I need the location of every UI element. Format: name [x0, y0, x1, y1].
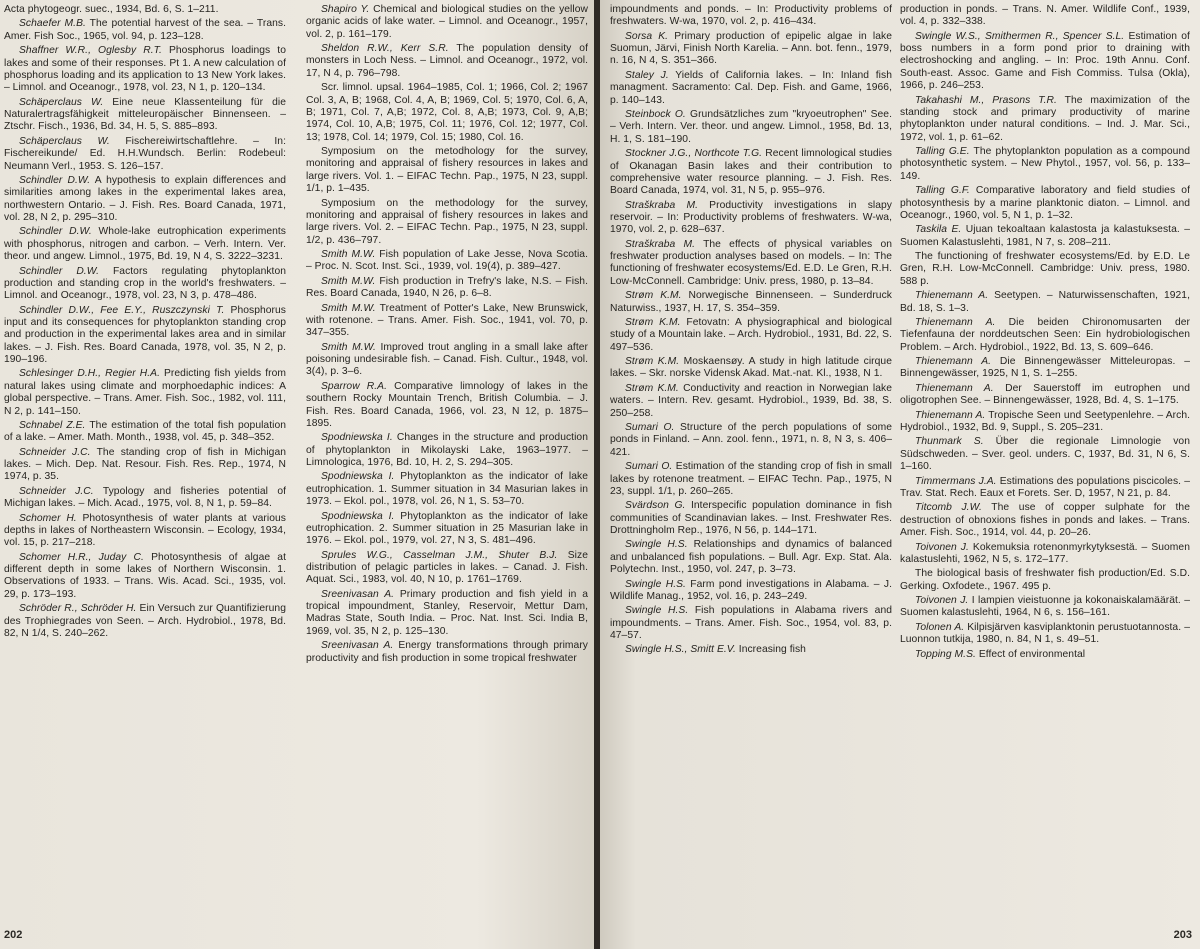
reference-text: Productivity investigations in slapy reservoir. – In: Productivity problems of freshwaters. W-wa, 1970, vol. 2, p. 628–637.	[610, 199, 892, 236]
reference-author: Strøm K.M.	[625, 290, 682, 302]
reference-text: Eine neue Klassenteilung für die Naturalertragsfähigkeit mitteleuropäischer Binnenseen. – Ztschr. Fisch., 1936, Bd. 34, H. 5, S. 885–893.	[4, 96, 286, 133]
reference-author: Schnabel Z.E.	[19, 419, 86, 431]
reference-entry	[610, 200, 892, 237]
reference-entry	[306, 640, 588, 665]
reference-text: Size distribution of pelagic particles in lakes. – Canad. J. Fish. Aquat. Sci., 1983, vol. 40, N 10, p. 1761–1769.	[306, 549, 588, 586]
reference-text: Acta phytogeogr. suec., 1934, Bd. 6, S. 1–211.	[4, 4, 219, 15]
page-number-right: 203	[1173, 929, 1192, 941]
reference-text: Estimation of the standing crop of fish in small lakes by rotenone treatment. – EIFAC Techn. Pap., 1975, N 23, suppl. 1/1, p. 260–265.	[610, 461, 892, 497]
reference-text: The biological basis of freshwater fish production/Ed. S.D. Gerking. Oxfodete., 1967. 495 p.	[900, 568, 1190, 592]
reference-entry	[610, 605, 892, 642]
reference-author: Thunmark S.	[915, 436, 984, 448]
reference-author: Schneider J.C.	[19, 485, 94, 497]
reference-entry	[306, 381, 588, 430]
reference-text: Interspecific population dominance in fish communities of Scandinavian lakes. – Inst. Freshwater Res. Drottningholm Rep., 1976, N 56, p. 144–171.	[610, 500, 892, 536]
reference-text: Predicting fish yields from natural lakes using climate and morphoedaphic indices: A global perspective. – Trans. Amer. Fish. Soc., 1982, vol. 111, N 2, p. 141–150.	[4, 368, 286, 417]
reference-entry	[306, 471, 588, 508]
reference-author: Spodniewska I.	[321, 471, 395, 483]
reference-text: The effects of physical variables on freshwater production analyses based on models. – In: The functioning of freshwater ecosystems/Ed. E.D. Le Gren, R.H. Low-McConnell. Cambridge: Univ. press, 1980, p. 13–84.	[610, 238, 892, 287]
reference-author: Smith M.W.	[321, 302, 376, 314]
reference-text: The estimation of the total fish population of a lake. – Amer. Math. Month., 1938, vol. 45, p. 348–352.	[4, 419, 286, 444]
reference-author: Shapiro Y.	[321, 4, 370, 15]
reference-author: Thienemann A.	[915, 409, 986, 421]
reference-text: Grundsätzliches zum "kryoeutrophen" See. – Verh. Intern. Ver. theor. und angew. Limnol., 1958, Bd. 13, H. 1, S. 181–190.	[610, 109, 892, 145]
reference-entry	[306, 4, 588, 41]
reference-entry	[900, 4, 1190, 29]
reference-entry	[610, 109, 892, 146]
reference-author: Strøm K.M.	[625, 356, 680, 368]
reference-entry	[610, 31, 892, 68]
reference-entry	[4, 18, 286, 43]
reference-entry	[610, 383, 892, 420]
reference-text: A hypothesis to explain differences and similarities among lakes in the experimental lakes area, northwestern Ontario. – J. Fish. Res. Board Canada, 1971, vol. 28, N 2, p. 295–310.	[4, 174, 286, 223]
reference-author: Taskila E.	[915, 224, 962, 236]
reference-text: Recent limnological studies of Okanagan Basin lakes and their contribution to comprehensive water resource planning. – J. Fish. Res. Board Canada, 1974, vol. 31, N 5, p. 955–976.	[610, 148, 892, 197]
reference-author: Schaefer M.B.	[19, 18, 86, 30]
reference-entry	[900, 31, 1190, 93]
reference-text: The population density of monsters in Loch Ness. – Limnol. and Oceanogr., 1972, vol. 17, N 4, p. 796–798.	[306, 43, 588, 79]
reference-author: Staley J.	[625, 69, 669, 81]
reference-entry	[4, 420, 286, 445]
reference-entry	[900, 649, 1190, 661]
reference-author: Schindler D.W.	[19, 174, 91, 186]
reference-entry	[610, 356, 892, 381]
reference-entry	[4, 266, 286, 303]
reference-author: Sparrow R.A.	[321, 380, 388, 392]
reference-text: The use of copper sulphate for the destruction of obnoxions fishes in ponds and lakes. – Trans. Amer. Fish. Soc., 1914, vol. 44, p. 20–26.	[900, 502, 1190, 539]
reference-author: Schindler D.W., Fee E.Y., Ruszczynski T.	[19, 304, 225, 316]
reference-entry	[4, 136, 286, 173]
reference-entry	[900, 290, 1190, 315]
reference-author: Spodniewska I.	[321, 510, 395, 522]
reference-entry	[900, 95, 1190, 144]
reference-author: Schomer H.R., Juday C.	[19, 551, 144, 563]
reference-author: Titcomb J.W.	[915, 502, 982, 514]
reference-author: Swingle W.S., Smithermen R., Spencer S.L.	[915, 30, 1125, 42]
reference-author: Toivonen J.	[915, 595, 969, 607]
reference-entry	[610, 461, 892, 498]
reference-entry	[610, 4, 892, 29]
reference-author: Takahashi M., Prasons T.R.	[915, 94, 1057, 106]
reference-entry	[4, 175, 286, 224]
reference-author: Schneider J.C.	[19, 446, 91, 458]
reference-text: Fish population of Lake Jesse, Nova Scotia. – Proc. N. Scot. Inst. Sci., 1939, vol. 19(4), p. 389–427.	[306, 249, 588, 273]
right-page-column-1	[610, 4, 892, 904]
reference-text: Fetovatn: A physiographical and biological study of a Mountain lake. – Arch. Hydrobiol., 1931, Bd. 22, S. 497–536.	[610, 317, 892, 353]
reference-entry	[610, 500, 892, 537]
reference-entry	[4, 45, 286, 94]
reference-entry	[900, 146, 1190, 183]
reference-author: Toivonen J.	[915, 541, 969, 553]
reference-text: Chemical and biological studies on the yellow organic acids of lake water. – Limnol. and Oceanogr., 1957, vol. 2, p. 161–179.	[306, 4, 588, 40]
reference-author: Thienemann A.	[915, 290, 989, 302]
reference-author: Schlesinger D.H., Regier H.A.	[19, 368, 160, 380]
reference-author: Sumari O.	[625, 461, 673, 473]
reference-author: Schomer H.	[19, 512, 77, 524]
reference-entry	[306, 342, 588, 379]
reference-author: Sreenivasan A.	[321, 640, 394, 652]
reference-entry	[4, 4, 286, 16]
reference-author: Smith M.W.	[321, 341, 376, 353]
reference-text: Fischereiwirtschaftlehre. – In: Fischereikunde/ Ed. H.H.Wundsch. Berlin: Rodebeul: Neumann Verl., 1953. S. 126–157.	[4, 135, 286, 172]
reference-author: Sheldon R.W., Kerr S.R.	[321, 43, 449, 55]
reference-text: Treatment of Potter's Lake, New Brunswick, with rotenone. – Trans. Amer. Fish. Soc., 1941, vol. 70, p. 347–355.	[306, 302, 588, 339]
reference-entry	[900, 502, 1190, 539]
reference-author: Schindler D.W.	[19, 265, 100, 277]
reference-entry	[900, 436, 1190, 473]
reference-author: Svärdson G.	[625, 500, 686, 512]
reference-author: Strøm K.M.	[625, 382, 679, 394]
reference-entry	[4, 97, 286, 134]
reference-text: Yields of California lakes. – In: Inland fish managment. Sacramento: Cal. Dep. Fish. and Game, 1966, p. 140–143.	[610, 69, 892, 106]
reference-entry	[306, 589, 588, 638]
reference-text: production in ponds. – Trans. N. Amer. Wildlife Conf., 1939, vol. 4, p. 332–338.	[900, 4, 1190, 28]
reference-entry	[4, 226, 286, 263]
reference-entry	[900, 568, 1190, 593]
reference-text: Die beiden Chironomusarten der Tiefenfauna der norddeutschen Seen: Ein hydrobiologischen Problem. – Arch. Hydrobiol., 1922, Bd. 13, S. 609–646.	[900, 317, 1190, 353]
reference-author: Thienemann A.	[915, 317, 996, 328]
reference-entry	[900, 595, 1190, 620]
reference-text: Typology and fisheries potential of Michigan lakes. – Mich. Acad., 1975, vol. 8, N 1, p. 59–84.	[4, 485, 286, 510]
reference-text: Primary production of epipelic algae in lake Suomun, Järvi, Finish North Karelia. – Ann. bot. fenn., 1979, n. 16, N 4, S. 351–366.	[610, 30, 892, 67]
reference-author: Swingle H.S.	[625, 605, 689, 617]
reference-entry	[306, 249, 588, 274]
reference-text: Whole-lake eutrophication experiments with phosphorus, nitrogen and carbon. – Verh. Intern. Ver. theor. und angew. Limnol., 1975, Bd. 19, N 4, S. 3222–3231.	[4, 226, 286, 263]
reference-text: The phytoplankton population as a compound photosynthetic system. – New Phytol., 1957, vol. 56, p. 133–149.	[900, 146, 1190, 182]
reference-author: Straškraba M.	[625, 199, 698, 211]
reference-text: The potential harvest of the sea. – Trans. Amer. Fish Soc., 1965, vol. 94, p. 123–128.	[4, 18, 286, 42]
reference-text: Seetypen. – Naturwissenschaften, 1921, Bd. 18, S. 1–3.	[900, 290, 1190, 314]
reference-author: Shaffner W.R., Oglesby R.T.	[19, 45, 162, 57]
reference-author: Topping M.S.	[915, 648, 976, 660]
reference-author: Thienemann A.	[915, 382, 994, 394]
reference-author: Schindler D.W.	[19, 226, 92, 238]
reference-text: Die Binnengewässer Mitteleuropas. – Binnengewässer, 1925, N 1, S. 1–255.	[900, 356, 1190, 380]
reference-entry	[4, 552, 286, 601]
reference-text: Kokemuksia rotenonmyrkytyksestä. – Suomen kalastuslehti, 1962, N 5, s. 172–177.	[900, 541, 1190, 565]
reference-entry	[610, 317, 892, 354]
reference-text: The standing crop of fish in Michigan lakes. – Mich. Dep. Nat. Resour. Fish. Res. Rep., 1974, N 1974, p. 35.	[4, 446, 286, 483]
reference-text: Estimation of boss numbers in a form pond prior to draining with electroshocking and angling. – In: Proc. 19th Annu. Conf. South-east. Assoc. Game and Fish Commiss. Tulsa (Okla), 1966, p. 246–253.	[900, 30, 1190, 92]
reference-text: Tropische Seen und Seetypenlehre. – Arch. Hydrobiol., 1932, Bd. 9, Suppl., S. 205–231.	[900, 409, 1190, 434]
reference-entry	[4, 305, 286, 367]
reference-text: Farm pond investigations in Alabama. – J. Wildlife Manag., 1952, vol. 16, p. 243–249.	[610, 578, 892, 602]
reference-entry	[900, 356, 1190, 381]
reference-author: Sprules W.G., Casselman J.M., Shuter B.J.	[321, 549, 558, 561]
reference-text: Comparative laboratory and field studies of photosynthesis by a marine planktonic diaton. – Limnol. and Oceanogr., 1960, vol. 5, N 1, p. 1–32.	[900, 185, 1190, 221]
reference-entry	[900, 542, 1190, 567]
reference-author: Swingle H.S.	[625, 539, 688, 551]
reference-entry	[306, 511, 588, 548]
reference-author: Talling G.E.	[915, 146, 970, 158]
reference-text: Phytoplankton as the indicator of lake eutrophication. 1. Summer situation in 34 Masurian lakes in 1973. – Ekol. pol., 1978, vol. 26, N 1, S. 53–70.	[306, 471, 588, 508]
reference-entry	[306, 550, 588, 587]
reference-author: Swingle H.S., Smitt E.V.	[625, 644, 736, 656]
reference-entry	[4, 368, 286, 417]
reference-entry	[610, 148, 892, 197]
reference-author: Strøm K.M.	[625, 317, 681, 328]
reference-text: Energy transformations through primary productivity and fish production in some tropical freshwater	[306, 640, 588, 664]
reference-author: Schäperclaus W.	[19, 96, 104, 108]
reference-entry	[900, 622, 1190, 647]
reference-text: Photosynthesis of algae at different depth in some lakes of Northern Wisconsin. 1. Observations of 1933. – Trans. Wis. Acad. Sci., 1935, vol. 29, p. 173–193.	[4, 551, 286, 600]
reference-text: Moskaensøy. A study in high latitude cirque lakes. – Skr. norske Vidensk Akad. Mat.-nat. Kl., 1938, N 1.	[610, 356, 892, 380]
reference-author: Schröder R., Schröder H.	[19, 603, 137, 615]
reference-text: The maximization of the standing stock and primary productivity of marine phytoplankton under natural conditions. – Ind. J. Mar. Sci., 1972, vol. 1, p. 61–62.	[900, 94, 1190, 143]
reference-author: Sorsa K.	[625, 30, 669, 42]
reference-text: Fish production in Trefry's lake, N.S. – Fish. Res. Board Canada, 1940, N 26, p. 6–8.	[306, 275, 588, 300]
reference-text: impoundments and ponds. – In: Productivity problems of freshwaters. W-wa, 1970, vol. 2, p. 416–434.	[610, 4, 892, 28]
reference-entry	[610, 644, 892, 656]
reference-text: Ujuan tekoaltaan kalastosta ja kalastuksesta. – Suomen Kalastuslehti, 1981, N 7, s. 208–211.	[900, 224, 1190, 248]
reference-text: Estimations des populations piscicoles. – Trav. Stat. Rech. Eaux et Forets. Ser. D, 1957, N 21, p. 84.	[900, 475, 1190, 499]
reference-entry	[900, 185, 1190, 222]
reference-text: Structure of the perch populations of some ponds in Finland. – Ann. zool. fenn., 1971, n. 8, N 3, s. 406–421.	[610, 422, 892, 458]
reference-text: Conductivity and reaction in Norwegian lake waters. – Intern. Rev. gesamt. Hydrobiol., 1939, Bd. 38, S. 250–258.	[610, 382, 892, 419]
reference-entry	[4, 447, 286, 484]
reference-text: Phytoplankton as the indicator of lake eutrophication. 2. Summer situation in 25 Masurian lake in 1976. – Ekol. pol., 1979, vol. 27, N 3, S. 481–496.	[306, 510, 588, 547]
reference-text: Phosphorus input and its consequences for phytoplankton standing crop and production in the experimental lakes area and in similar lakes. – J. Fish. Res. Board Canada, 1978, vol. 35, N 2, p. 190–196.	[4, 304, 286, 366]
reference-entry	[610, 422, 892, 459]
reference-entry	[610, 579, 892, 604]
reference-entry	[900, 317, 1190, 354]
reference-text: Primary production and fish yield in a tropical impoundment, Stanley, Reservoir, Mettur Dam, Madras State, South India. – Proc. Nat. Inst. Sci. India B, 1969, vol. 35, N 2, p. 125–130.	[306, 588, 588, 637]
reference-text: I lampien vieistuonne ja kokonaiskalamäärät. – Suomen kalastuslehti, 1964, N 6, s. 156–161.	[900, 595, 1190, 619]
reference-author: Schäperclaus W.	[19, 135, 110, 147]
reference-entry	[306, 198, 588, 247]
reference-text: Factors regulating phytoplankton production and standing crop in the world's freshwaters. – Limnol. and Oceanogr., 1978, vol. 23, N 3, p. 478–486.	[4, 265, 286, 302]
reference-text: Ein Versuch zur Quantifizierung des Trophiegrades von Seen. – Arch. Hydrobiol., 1978, Bd. 82, N 1/4, S. 240–262.	[4, 603, 286, 639]
reference-author: Tolonen A.	[915, 621, 965, 633]
reference-text: Phosphorus loadings to lakes and some of their responses. Pt 1. A new calculation of phosphorus loading and its application to 13 New York lakes. – Limnol. and Oceanogr., 1978, vol. 23, N 1, p. 120–134.	[4, 45, 286, 94]
reference-entry	[306, 303, 588, 340]
reference-text: Increasing fish	[735, 644, 806, 656]
reference-entry	[306, 82, 588, 144]
page-number-left: 202	[4, 929, 23, 941]
reference-author: Thienemann A.	[915, 356, 992, 368]
reference-text: Improved trout angling in a small lake after poisoning undesirable fish. – Canad. Fish. Cultur., 1948, vol. 3(4), p. 3–6.	[306, 341, 588, 378]
reference-entry	[4, 603, 286, 640]
reference-text: Der Sauerstoff im eutrophen und oligotrophen See. – Binnengewässer, 1928, Bd. 4, S. 1–175.	[900, 382, 1190, 407]
reference-entry	[4, 513, 286, 550]
reference-text: Kilpisjärven kasviplanktonin perustuotannosta. – Luonnon tutkija, 1980, n. 84, N 1, s. 49–51.	[900, 621, 1190, 646]
reference-entry	[4, 486, 286, 511]
reference-text: Effect of environmental	[975, 648, 1086, 660]
reference-entry	[610, 239, 892, 288]
reference-text: Relationships and dynamics of balanced and unbalanced fish populations. – Bull. Agr. Exp. Stat. Ala. Polytechn. Inst., 1950, vol. 247, p. 3–73.	[610, 539, 892, 576]
reference-author: Steinbock O.	[625, 109, 686, 121]
reference-text: Norwegische Binnenseen. – Sunderdruck Naturwiss., 1937, H. 17, S. 354–359.	[610, 290, 892, 314]
reference-entry	[900, 383, 1190, 408]
reference-text: Scr. limnol. upsal. 1964–1985, Col. 1; 1966, Col. 2; 1967 Col. 3, A, B; 1968, Col. 4, A, B; 1969, Col. 5; 1970, Col. 6, A, B; 1971, Col. 7, A,B; 1972, Col. 8, A,B; 1973, Col. 9, A,B; 1974, Col. 10, A,B; 1975, Col. 11; 1976, Col. 12; 1977, Col. 13; 1978, Col. 14; 1979, Col. 15; 1980, Col. 16.	[306, 82, 588, 143]
reference-entry	[900, 476, 1190, 501]
reference-author: Stockner J.G., Northcote T.G.	[625, 148, 763, 160]
reference-text: Comparative limnology of lakes in the southern Rocky Mountain Trench, British Columbia. – J. Fish. Res. Board Canada, 1966, vol. 23, N 12, p. 1875–1895.	[306, 380, 588, 429]
reference-author: Spodniewska I.	[321, 432, 393, 444]
reference-entry	[610, 290, 892, 315]
left-page	[0, 0, 596, 949]
reference-text: Photosynthesis of water plants at various depths in lakes of Northeastern Wisconsin. – Ecology, 1934, vol. 15, p. 217–218.	[4, 512, 286, 549]
right-page-column-2	[900, 4, 1190, 904]
reference-author: Smith M.W.	[321, 249, 376, 260]
reference-text: Fish populations in Alabama rivers and impoundments. – Trans. Amer. Fish. Soc., 1954, vol. 83, p. 47–57.	[610, 605, 892, 641]
reference-author: Straškraba M.	[625, 238, 696, 250]
reference-entry	[900, 251, 1190, 288]
reference-entry	[610, 70, 892, 107]
reference-entry	[610, 539, 892, 576]
reference-author: Sreenivasan A.	[321, 588, 395, 600]
reference-text: Über die regionale Limnologie von Südschweden. – Sver. geol. unders. C, 1937, Bd. 31, N 6, S. 1–160.	[900, 436, 1190, 473]
reference-author: Timmermans J.A.	[915, 475, 997, 487]
reference-entry	[306, 276, 588, 301]
reference-author: Sumari O.	[625, 422, 675, 434]
reference-author: Talling G.F.	[915, 185, 970, 197]
reference-text: The functioning of freshwater ecosystems/Ed. by E.D. Le Gren, R.H. Low-McConnell. Cambridge: Univ. press, 1980. 588 p.	[900, 251, 1190, 287]
reference-entry	[900, 224, 1190, 249]
reference-text: Symposium on the metodhology for the survey, monitoring and appraisal of fishery resources in lakes and large rivers. Vol. 1. – EIFAC Techn. Pap., 1975, N 23, suppl. 1/1, p. 1–435.	[306, 146, 588, 195]
left-page-column-2	[306, 4, 588, 904]
reference-author: Swingle H.S.	[625, 578, 686, 590]
reference-entry	[306, 146, 588, 195]
reference-entry	[306, 432, 588, 469]
reference-author: Smith M.W.	[321, 275, 376, 287]
reference-text: Symposium on the methodology for the survey, monitoring and appraisal of fishery resources in lakes and large rivers. Vol. 2. – EIFAC Techn. Pap., 1975, N 23, suppl. 1/2, p. 436–797.	[306, 197, 588, 246]
right-page	[600, 0, 1200, 949]
left-page-column-1	[4, 4, 286, 904]
reference-entry	[900, 410, 1190, 435]
reference-entry	[306, 43, 588, 80]
reference-text: Changes in the structure and production of phytoplankton in Mikolayski Lake, 1963–1977. – Limnologica, 1976, Bd. 10, H. 2, S. 294–305.	[306, 432, 588, 468]
